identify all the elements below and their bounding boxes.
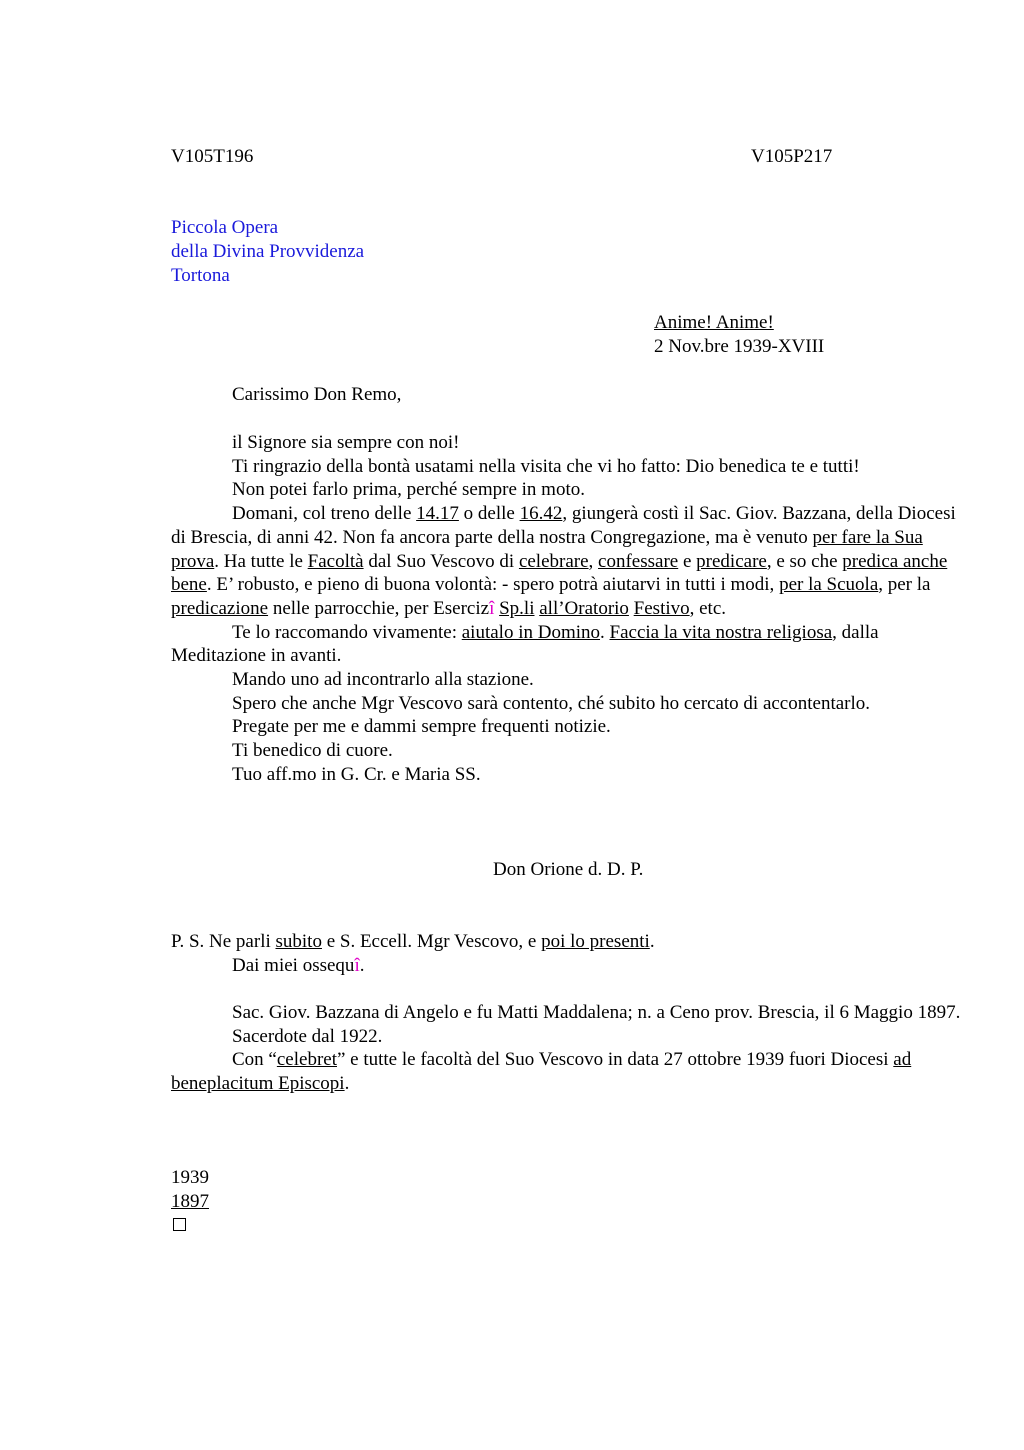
- letterhead-line-3: Tortona: [171, 265, 230, 286]
- correction-mark: î: [489, 597, 495, 619]
- body-paragraph-10: Tuo aff.mo in G. Cr. e Maria SS.: [232, 763, 481, 785]
- body-paragraph-2: Ti ringrazio della bontà usatami nella visita che vi ho fatto: Dio benedica te e tutti!: [232, 455, 860, 477]
- body-paragraph-1: il Signore sia sempre con noi!: [232, 432, 460, 453]
- body-paragraph-5: Te lo raccomando vivamente: aiutalo in Domino. Faccia la vita nostra religiosa, dalla Meditazione in avanti.: [171, 621, 879, 667]
- postscript-line-1: P. S. Ne parli subito e S. Eccell. Mgr Vescovo, e poi lo presenti.: [171, 931, 655, 952]
- body-paragraph-7: Spero che anche Mgr Vescovo sarà contento, ché subito ho cercato di accontentarlo.: [232, 692, 871, 714]
- correction-mark: î: [354, 954, 360, 976]
- note-3: Con “celebret” e tutte le facoltà del Suo Vescovo in data 27 ottobre 1939 fuori Diocesi ad beneplacitum Episcopi.: [171, 1049, 912, 1095]
- postscript-line-2: Dai miei ossequî.: [232, 954, 365, 976]
- letter-body: [171, 431, 961, 787]
- postscript: [171, 930, 961, 977]
- calculation-bottom: 1897: [171, 1191, 209, 1212]
- body-paragraph-3: Non potei farlo prima, perché sempre in moto.: [232, 479, 585, 501]
- note-1: Sac. Giov. Bazzana di Angelo e fu Matti Maddalena; n. a Ceno prov. Brescia, il 6 Maggio 1897.: [232, 1002, 961, 1023]
- body-paragraph-4: Domani, col treno delle 14.17 o delle 16.42, giungerà costì il Sac. Giov. Bazzana, della Diocesi di Brescia, di anni 42. Non fa ancora parte della nostra Congregazione, ma è venuto per fare la Sua prova. Ha tutte le Facoltà dal Suo Vescovo di celebrare, confessare e predicare, e so che predica anche bene. E’ robusto, e pieno di buona volontà: - spero potrà aiutarvi in tutti i modi, per la Scuola, per la predicazione nelle parrocchie, per Esercizî Sp.li all’Oratorio Festivo, etc.: [171, 503, 956, 619]
- letterhead-line-1: Piccola Opera: [171, 217, 279, 238]
- biographical-notes: [171, 1001, 961, 1096]
- salutation: Carissimo Don Remo,: [232, 384, 402, 405]
- date-line: 2 Nov.bre 1939-XVIII: [654, 336, 825, 357]
- reference-code-right: V105P217: [751, 146, 833, 167]
- calculation-top: 1939: [171, 1167, 209, 1188]
- body-paragraph-6: Mando uno ad incontrarlo alla stazione.: [232, 669, 534, 691]
- empty-box-icon: [173, 1218, 186, 1231]
- body-paragraph-8: Pregate per me e dammi sempre frequenti notizie.: [232, 716, 611, 738]
- motto: Anime! Anime!: [654, 312, 774, 333]
- note-2: Sacerdote dal 1922.: [232, 1025, 383, 1047]
- letterhead-line-2: della Divina Provvidenza: [171, 241, 365, 262]
- signature: Don Orione d. D. P.: [493, 859, 644, 880]
- reference-code-left: V105T196: [171, 146, 254, 167]
- body-paragraph-9: Ti benedico di cuore.: [232, 740, 393, 762]
